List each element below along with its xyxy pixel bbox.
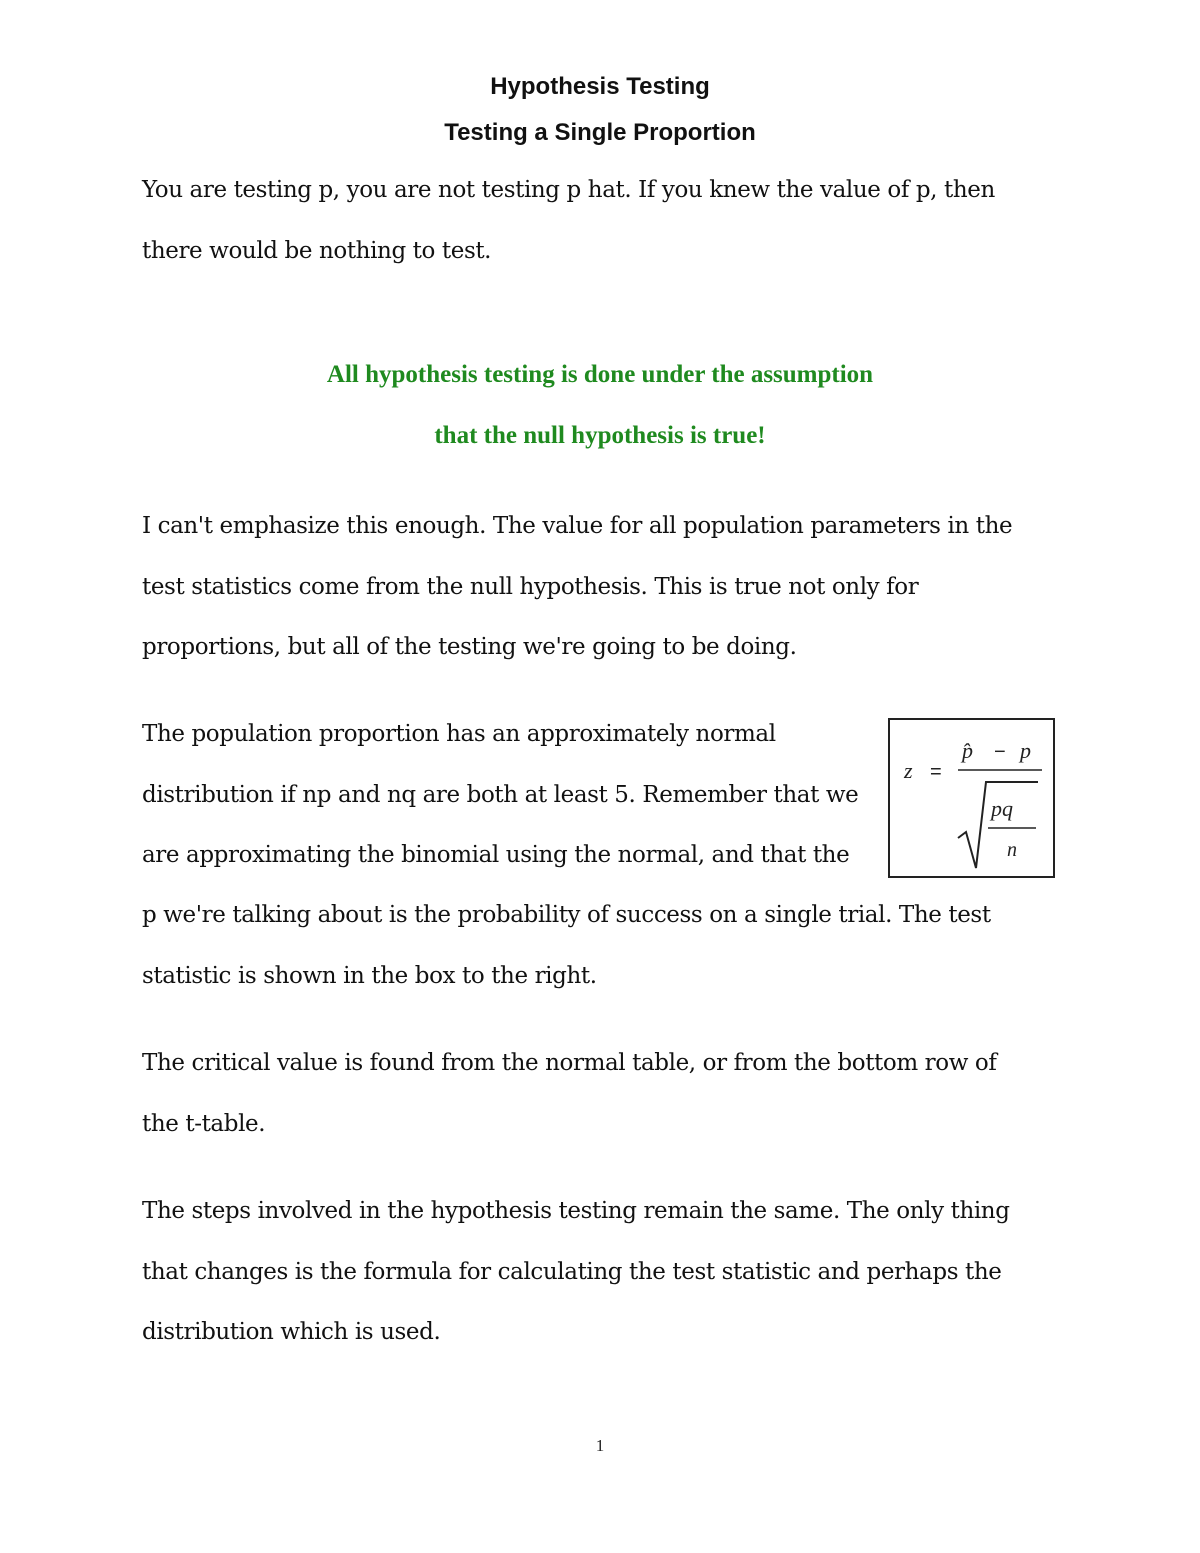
square-root-sign	[958, 782, 1038, 868]
normal-approx-line-2: distribution if np and nq are both at least 5. Remember that we	[142, 781, 859, 808]
page-number: 1	[595, 1436, 605, 1455]
formula-p-hat: p̂	[962, 738, 973, 763]
normal-approx-line-4: p we're talking about is the probability of success on a single trial. The test	[142, 902, 991, 928]
steps-line-2: that changes is the formula for calculating the test statistic and perhaps the	[142, 1258, 1002, 1285]
formula-z: z	[904, 758, 913, 783]
normal-approx-paragraph-bottom	[142, 885, 1062, 1006]
formula-equals: =	[930, 761, 942, 783]
critical-value-line-1: The critical value is found from the normal table, or from the bottom row of	[142, 1050, 997, 1076]
formula-p: p	[1020, 738, 1031, 763]
formula-n: n	[1007, 839, 1017, 861]
parameters-paragraph	[142, 496, 1062, 678]
steps-paragraph	[142, 1181, 1062, 1363]
critical-value-paragraph	[142, 1033, 1062, 1154]
normal-approx-paragraph-top	[142, 704, 882, 886]
intro-line-2: there would be nothing to test.	[142, 237, 492, 264]
normal-approx-line-3: are approximating the binomial using the normal, and that the	[142, 842, 850, 868]
test-statistic-formula-box	[888, 718, 1055, 878]
steps-line-3: distribution which is used.	[142, 1319, 441, 1345]
page-subtitle: Testing a Single Proportion	[444, 119, 756, 146]
emphasis-line-1: All hypothesis testing is done under the assumption	[326, 361, 874, 388]
page-title: Hypothesis Testing	[490, 73, 710, 100]
parameters-line-1: I can't emphasize this enough. The value for all population parameters in the	[142, 513, 1013, 539]
normal-approx-line-5: statistic is shown in the box to the right.	[142, 962, 597, 989]
parameters-line-2: test statistics come from the null hypothesis. This is true not only for	[142, 573, 919, 600]
parameters-line-3: proportions, but all of the testing we're going to be doing.	[142, 634, 797, 660]
emphasis-line-2: that the null hypothesis is true!	[434, 422, 766, 449]
test-statistic-formula	[890, 720, 1057, 880]
formula-minus: −	[994, 741, 1006, 763]
normal-approx-line-1: The population proportion has an approximately normal	[142, 721, 776, 747]
intro-line-1: You are testing p, you are not testing p hat. If you knew the value of p, then	[142, 177, 995, 203]
formula-pq: pq	[991, 796, 1013, 821]
intro-paragraph	[142, 160, 1062, 281]
steps-line-1: The steps involved in the hypothesis testing remain the same. The only thing	[142, 1198, 1010, 1224]
critical-value-line-2: the t-table.	[142, 1110, 266, 1137]
